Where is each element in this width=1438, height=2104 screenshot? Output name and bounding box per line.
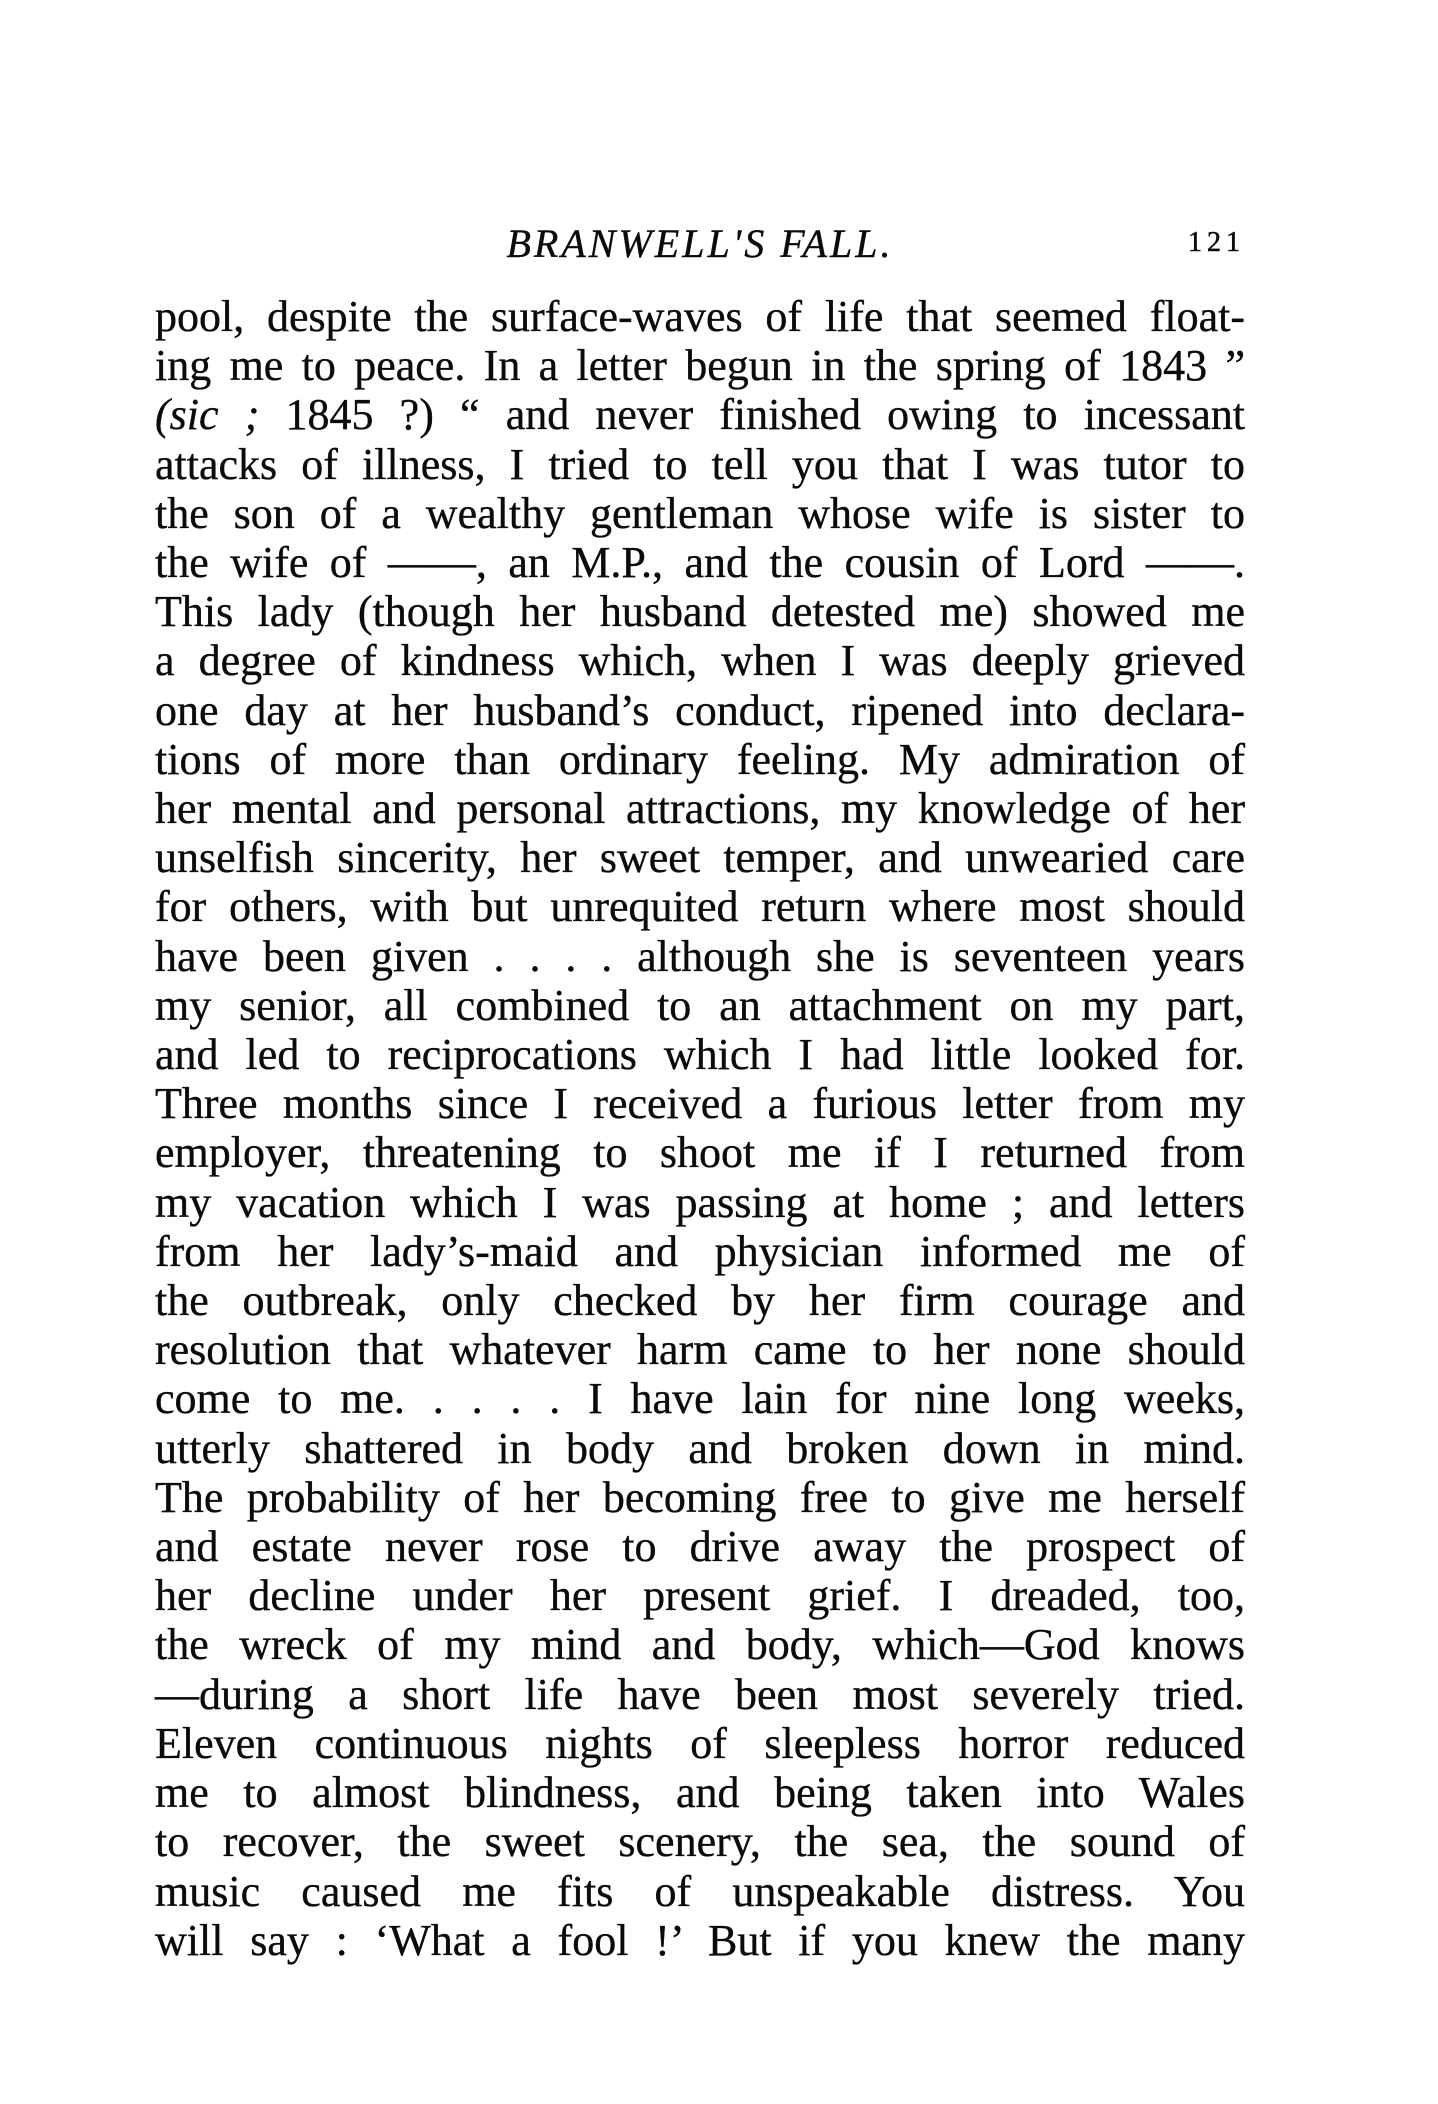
text-line: the outbreak, only checked by her firm courage and — [155, 1276, 1245, 1326]
text-line: me to almost blindness, and being taken into Wales — [155, 1768, 1245, 1818]
text-line: a degree of kindness which, when I was deeply grieved — [155, 636, 1245, 686]
text-line: my vacation which I was passing at home ; and letters — [155, 1177, 1245, 1227]
text-line: to recover, the sweet scenery, the sea, the sound of — [155, 1817, 1245, 1867]
text-line: for others, with but unrequited return where most should — [155, 882, 1245, 932]
text-line: utterly shattered in body and broken down in mind. — [155, 1423, 1245, 1473]
text-line: pool, despite the surface-waves of life that seemed float- — [155, 292, 1245, 341]
running-head — [155, 220, 1245, 272]
text-line: ing me to peace. In a letter begun in the spring of 1843 ” — [155, 341, 1245, 391]
text-line: The probability of her becoming free to give me herself — [155, 1472, 1245, 1522]
text-line: from her lady’s-maid and physician informed me of — [155, 1226, 1245, 1276]
text-line: her decline under her present grief. I dreaded, too, — [155, 1571, 1245, 1621]
text-line: one day at her husband’s conduct, ripened into declara- — [155, 685, 1245, 735]
text-line: —during a short life have been most severely tried. — [155, 1669, 1245, 1719]
text-line: unselfish sincerity, her sweet temper, and unwearied care — [155, 833, 1245, 883]
text-line: Three months since I received a furious letter from my — [155, 1079, 1245, 1129]
text-line: the son of a wealthy gentleman whose wife is sister to — [155, 488, 1245, 538]
text-line: and estate never rose to drive away the prospect of — [155, 1522, 1245, 1572]
text-line: music caused me fits of unspeakable distress. You — [155, 1866, 1245, 1916]
text-line: have been given . . . . although she is seventeen years — [155, 931, 1245, 981]
text-line: come to me. . . . . I have lain for nine long weeks, — [155, 1374, 1245, 1424]
text-line: the wreck of my mind and body, which—God knows — [155, 1620, 1245, 1670]
body-text — [155, 292, 1245, 1965]
text-line: and led to reciprocations which I had little looked for. — [155, 1030, 1245, 1080]
text-line: my senior, all combined to an attachment on my part, — [155, 980, 1245, 1030]
text-line: Eleven continuous nights of sleepless horror reduced — [155, 1718, 1245, 1768]
text-line: attacks of illness, I tried to tell you that I was tutor to — [155, 439, 1245, 489]
text-line: This lady (though her husband detested me) showed me — [155, 587, 1245, 637]
text-line: will say : ‘What a fool !’ But if you knew the many — [155, 1915, 1245, 1965]
text-line: employer, threatening to shoot me if I returned from — [155, 1128, 1245, 1178]
text-line: the wife of ——, an M.P., and the cousin of Lord ——. — [155, 538, 1245, 588]
running-head-title: BRANWELL'S FALL. — [506, 221, 894, 266]
text-line: resolution that whatever harm came to her none should — [155, 1325, 1245, 1375]
text-line: tions of more than ordinary feeling. My admiration of — [155, 734, 1245, 784]
text-line: her mental and personal attractions, my knowledge of her — [155, 784, 1245, 834]
page-number: 121 — [1188, 227, 1245, 258]
text-line: (sic ; 1845 ?) “ and never finished owing to incessant — [155, 390, 1245, 440]
